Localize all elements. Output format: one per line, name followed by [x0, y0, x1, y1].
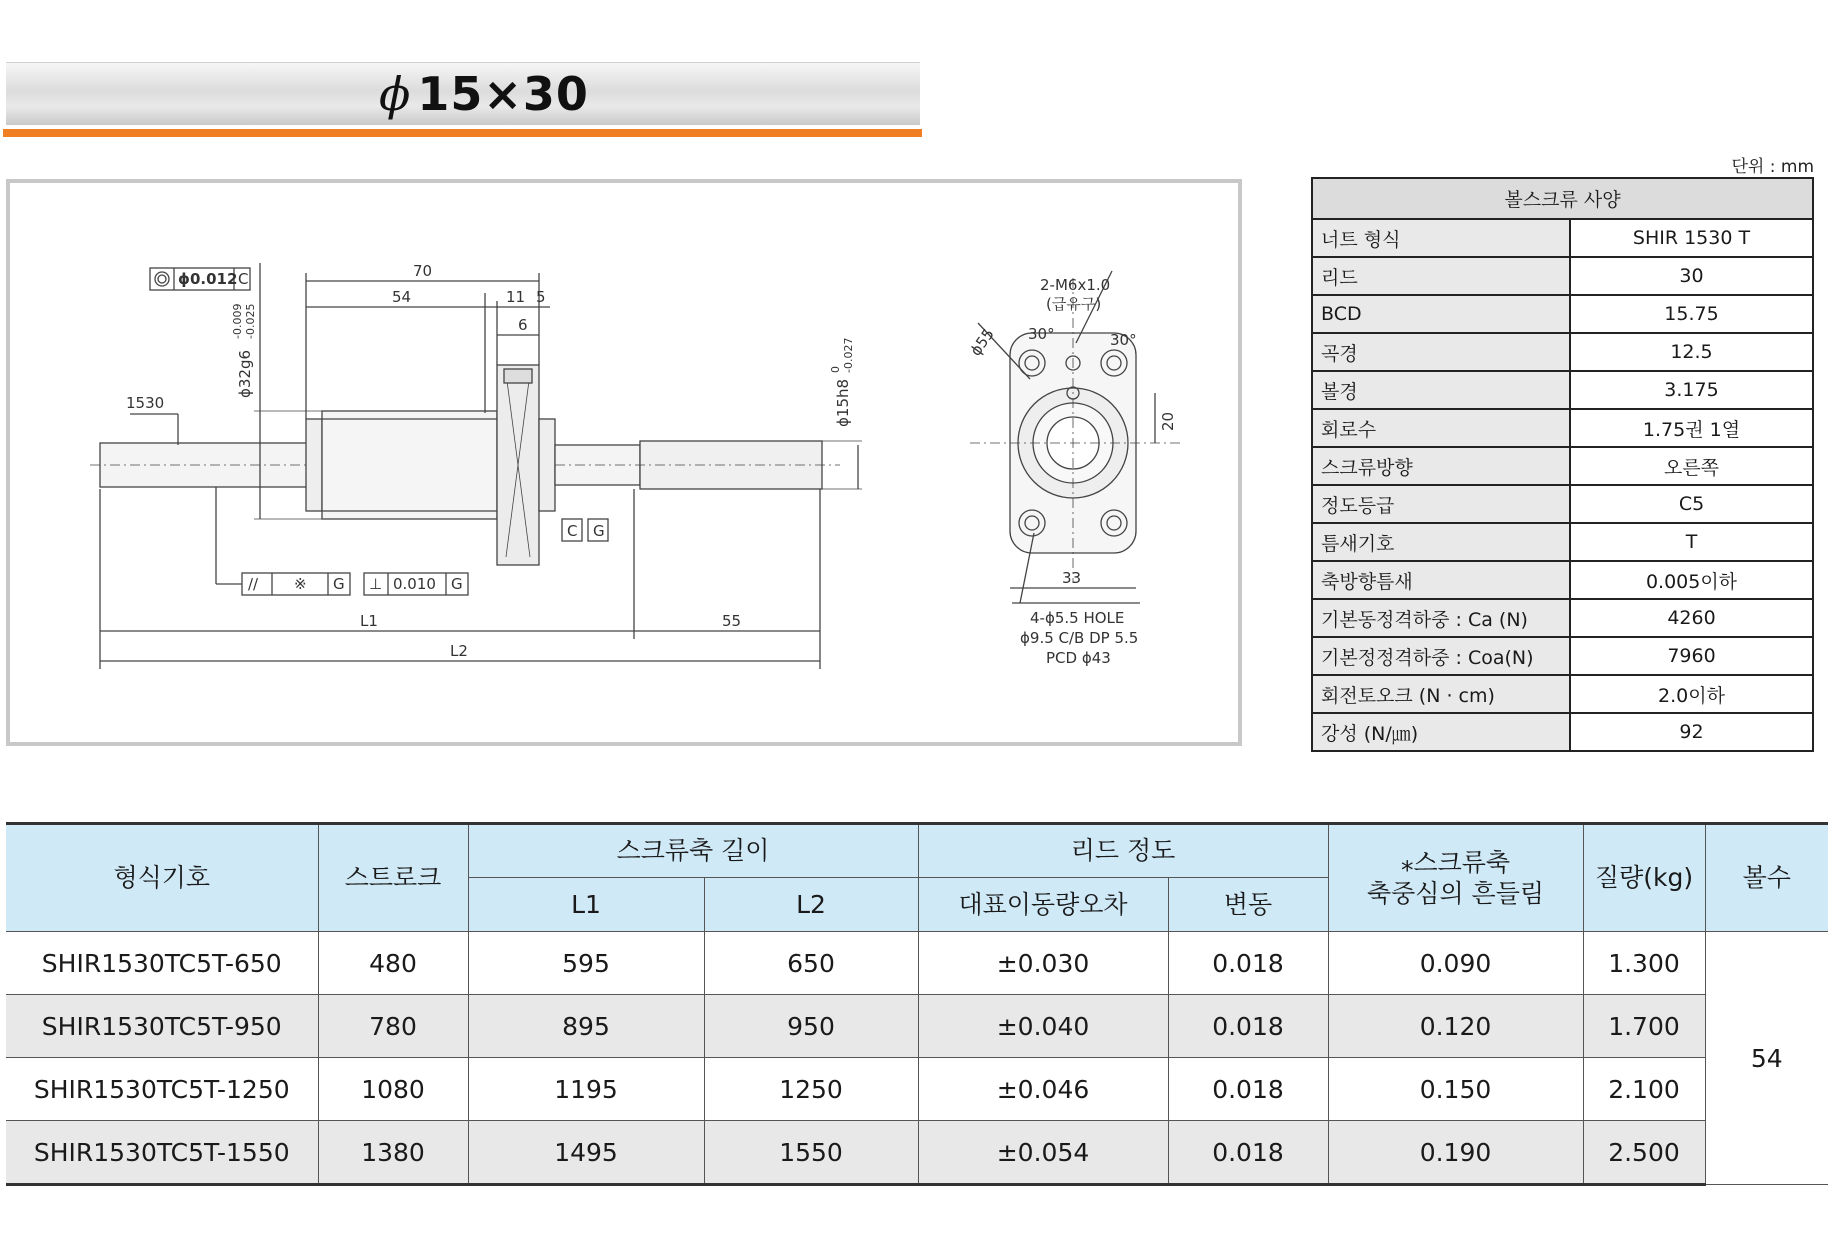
cell-l2: 950: [704, 995, 918, 1058]
dia-32-label: ϕ32g6: [236, 349, 254, 398]
page-title: [379, 67, 589, 121]
spec-label: 기본동정격하중 : Ca (N): [1312, 599, 1570, 637]
spec-row: [1312, 713, 1813, 751]
spec-row: [1312, 257, 1813, 295]
spec-value: 0.005이하: [1570, 561, 1813, 599]
dia-55-label: ϕ55: [966, 325, 998, 360]
dim-70: 70: [413, 262, 433, 280]
perpendicularity-symbol: ⊥: [369, 575, 383, 593]
spec-value: SHIR 1530 T: [1570, 219, 1813, 257]
spec-row: [1312, 675, 1813, 713]
dia-15-label: ϕ15h8: [834, 378, 852, 427]
spec-value: C5: [1570, 485, 1813, 523]
spec-row: [1312, 371, 1813, 409]
spec-label: 정도등급: [1312, 485, 1570, 523]
header-lead-accuracy: 리드 정도: [918, 824, 1328, 878]
table-row: [6, 995, 1828, 1058]
spec-label: BCD: [1312, 295, 1570, 333]
unit-label: 단위 : mm: [1731, 157, 1814, 177]
cell-stroke: 1380: [318, 1121, 468, 1185]
angle-left: 30°: [1028, 325, 1055, 343]
cell-variation: 0.018: [1168, 1121, 1328, 1185]
cell-model: SHIR1530TC5T-1550: [6, 1121, 318, 1185]
technical-drawing: [6, 179, 1242, 746]
dim-54: 54: [392, 288, 412, 306]
spec-row: [1312, 561, 1813, 599]
spec-label: 곡경: [1312, 333, 1570, 371]
cell-stroke: 1080: [318, 1058, 468, 1121]
runout-symbol: ∕∕: [248, 575, 259, 593]
cell-l1: 1495: [468, 1121, 704, 1185]
cell-l1: 895: [468, 995, 704, 1058]
spec-row: [1312, 599, 1813, 637]
header-rep-error: 대표이동량오차: [918, 878, 1168, 932]
dim-1530: 1530: [126, 394, 165, 412]
spec-title: 볼스크류 사양: [1312, 178, 1813, 219]
cell-l2: 650: [704, 932, 918, 995]
perpendicularity-value: 0.010: [393, 575, 436, 593]
concentricity-datum: C: [238, 270, 249, 288]
cell-rep-error: ±0.046: [918, 1058, 1168, 1121]
cell-stroke: 480: [318, 932, 468, 995]
header-variation: 변동: [1168, 878, 1328, 932]
cell-model: SHIR1530TC5T-1250: [6, 1058, 318, 1121]
cell-mass: 1.700: [1583, 995, 1705, 1058]
dim-55: 55: [722, 612, 742, 630]
datum-g-label: G: [593, 522, 605, 540]
cell-variation: 0.018: [1168, 932, 1328, 995]
spec-label: 너트 형식: [1312, 219, 1570, 257]
spec-label: 강성 (N/㎛): [1312, 713, 1570, 751]
cell-runout: 0.150: [1328, 1058, 1583, 1121]
header-bolts: 볼수: [1705, 824, 1828, 932]
dim-6: 6: [518, 316, 528, 334]
header-mass: 질량(kg): [1583, 824, 1705, 932]
spec-value: 12.5: [1570, 333, 1813, 371]
dim-11: 11: [506, 288, 526, 306]
spec-value: 92: [1570, 713, 1813, 751]
tap-note: (급유구): [1046, 295, 1102, 313]
dia-32-tol-upper: -0.009: [231, 303, 244, 339]
header-stroke: 스트로크: [318, 824, 468, 932]
dia-32-tol-lower: -0.025: [244, 303, 257, 339]
dim-33: 33: [1062, 569, 1082, 587]
dia-15-tol-lower: -0.027: [842, 337, 855, 373]
spec-value: 4260: [1570, 599, 1813, 637]
cell-l1: 595: [468, 932, 704, 995]
spec-value: T: [1570, 523, 1813, 561]
cell-mass: 1.300: [1583, 932, 1705, 995]
spec-label: 회전토오크 (N · cm): [1312, 675, 1570, 713]
cell-variation: 0.018: [1168, 1058, 1328, 1121]
spec-row: [1312, 295, 1813, 333]
header-runout-line1: ⁎스크류축: [1400, 847, 1511, 877]
title-dimensions: 15×30: [417, 67, 589, 121]
spec-value: 1.75권 1열: [1570, 409, 1813, 447]
spec-value: 15.75: [1570, 295, 1813, 333]
cell-stroke: 780: [318, 995, 468, 1058]
cell-rep-error: ±0.054: [918, 1121, 1168, 1185]
spec-label: 회로수: [1312, 409, 1570, 447]
spec-label: 기본정정격하중 : Coa(N): [1312, 637, 1570, 675]
spec-row: [1312, 447, 1813, 485]
cell-mass: 2.500: [1583, 1121, 1705, 1185]
spec-row: [1312, 409, 1813, 447]
cell-model: SHIR1530TC5T-950: [6, 995, 318, 1058]
spec-label: 볼경: [1312, 371, 1570, 409]
header-shaft-length: 스크류축 길이: [468, 824, 918, 878]
header-runout-line2: 축중심의 흔들림: [1367, 879, 1544, 908]
header-model: 형식기호: [6, 824, 318, 932]
hole-label: 4-ϕ5.5 HOLE: [1030, 609, 1125, 627]
pcd-label: PCD ϕ43: [1046, 649, 1111, 667]
table-row: [6, 932, 1828, 995]
spec-value: 30: [1570, 257, 1813, 295]
nut-body: [322, 411, 497, 519]
datum-c-label: C: [567, 522, 578, 540]
spec-value: 7960: [1570, 637, 1813, 675]
spec-label: 리드: [1312, 257, 1570, 295]
counterbore-label: ϕ9.5 C/B DP 5.5: [1020, 629, 1139, 647]
spec-label: 축방향틈새: [1312, 561, 1570, 599]
header-l2: L2: [704, 878, 918, 932]
cell-runout: 0.090: [1328, 932, 1583, 995]
spec-value: 오른쪽: [1570, 447, 1813, 485]
perpendicularity-datum: G: [451, 575, 463, 593]
cell-runout: 0.120: [1328, 995, 1583, 1058]
tap-label: 2-M6x1.0: [1040, 276, 1111, 294]
dim-5: 5: [536, 288, 546, 306]
cell-runout: 0.190: [1328, 1121, 1583, 1185]
runout-mark: ※: [294, 575, 307, 593]
dim-l1: L1: [360, 612, 378, 630]
cell-mass: 2.100: [1583, 1058, 1705, 1121]
spec-row: [1312, 219, 1813, 257]
spec-row: [1312, 333, 1813, 371]
concentricity-value: ϕ0.012: [178, 270, 238, 288]
spec-label: 스크류방향: [1312, 447, 1570, 485]
spec-row: [1312, 637, 1813, 675]
runout-datum: G: [333, 575, 345, 593]
cell-model: SHIR1530TC5T-650: [6, 932, 318, 995]
title-banner: [6, 62, 920, 125]
spec-row: [1312, 523, 1813, 561]
model-table: [6, 822, 1828, 1186]
spec-table: [1311, 177, 1814, 752]
spec-value: 3.175: [1570, 371, 1813, 409]
spec-label: 틈새기호: [1312, 523, 1570, 561]
cell-l2: 1250: [704, 1058, 918, 1121]
angle-right: 30°: [1110, 331, 1137, 349]
dia-15-tol-upper: 0: [829, 366, 842, 373]
cell-bolts: 54: [1705, 932, 1828, 1185]
nut-step: [306, 419, 322, 511]
orange-divider: [3, 129, 922, 137]
phi-symbol: ϕ: [379, 67, 412, 121]
spec-value: 2.0이하: [1570, 675, 1813, 713]
header-l1: L1: [468, 878, 704, 932]
table-row: [6, 1058, 1828, 1121]
cell-l1: 1195: [468, 1058, 704, 1121]
cell-rep-error: ±0.030: [918, 932, 1168, 995]
dim-l2: L2: [450, 642, 468, 660]
table-row: [6, 1121, 1828, 1185]
drawing-canvas: [10, 183, 1238, 742]
header-runout: [1328, 824, 1583, 932]
dim-20: 20: [1159, 411, 1177, 431]
cell-l2: 1550: [704, 1121, 918, 1185]
spec-row: [1312, 485, 1813, 523]
cell-rep-error: ±0.040: [918, 995, 1168, 1058]
cell-variation: 0.018: [1168, 995, 1328, 1058]
